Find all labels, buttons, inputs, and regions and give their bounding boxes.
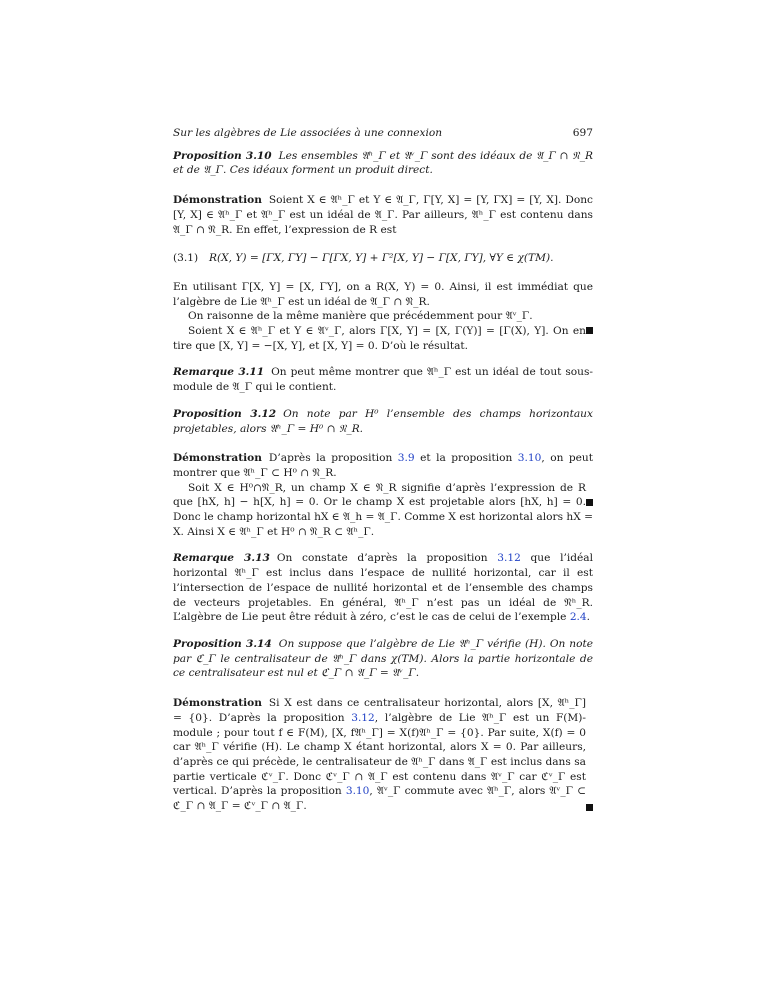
equation-3-1	[173, 251, 593, 266]
remark-3-11	[173, 365, 593, 394]
proof-text: En utilisant Γ[X, Y] = [X, ΓY], on a R(X, Y) = 0. Ainsi, il est immédiat que l’algèbre de Lie 𝔄ʰ_Γ est un idéal de 𝔄_Γ ∩ 𝔑_R.	[173, 280, 593, 308]
remark-text: .	[586, 611, 591, 624]
proof-text: Soit X ∈ H⁰∩𝔑_R, un champ X ∈ 𝔑_R signifie d’après l’expression de R que [hX, h] − h[X, h] = 0. Or le champ X est projetable alors [hX, h] = 0. Donc le champ horizontal hX ∈ 𝔄_h = 𝔄_Γ. Comme X est horizontal alors hX = X. Ainsi X ∈ 𝔄ʰ_Γ et H⁰ ∩ 𝔑_R ⊂ 𝔄ʰ_Γ.	[173, 481, 593, 538]
remark-text: On peut même montrer que 𝔄ʰ_Γ est un idéal de tout sous-module de 𝔄_Γ qui le contient.	[173, 366, 593, 394]
running-head	[173, 126, 593, 141]
page	[173, 126, 593, 814]
proof-text: et la proposition	[414, 452, 518, 465]
proposition-heading: Proposition 3.10	[173, 149, 272, 162]
proof-heading: Démonstration	[173, 697, 262, 710]
ref-exemple-2-4[interactable]: 2.4	[569, 611, 587, 624]
equation-label: (3.1)	[173, 252, 199, 265]
proof-text: Soient X ∈ 𝔄ʰ_Γ et Y ∈ 𝔄_Γ, Γ[Y, X] = [Y, ΓX] = [Y, X]. Donc [Y, X] ∈ 𝔄ʰ_Γ et 𝔄ʰ_Γ est un idéal de 𝔄_Γ. Par ailleurs, 𝔄ʰ_Γ est contenu dans 𝔄_Γ ∩ 𝔑_R. En effet, l’expression de R est	[173, 194, 593, 236]
ref-proposition-3-12[interactable]: 3.12	[351, 711, 375, 724]
ref-proposition-3-9[interactable]: 3.9	[397, 452, 415, 465]
running-head-title: Sur les algèbres de Lie associées à une connexion	[173, 127, 443, 139]
proof-text: D’après la proposition	[268, 452, 398, 465]
remark-heading: Remarque 3.11	[173, 366, 265, 379]
proof-text: Soient X ∈ 𝔄ʰ_Γ et Y ∈ 𝔄ᵛ_Γ, alors Γ[X, Y] = [X, Γ(Y)] = [Γ(X), Y]. On en tire que [X, Y] = −[X, Y], et [X, Y] = 0. D’où le résultat.	[173, 325, 586, 352]
proposition-3-10	[173, 149, 593, 178]
ref-proposition-3-12[interactable]: 3.12	[497, 552, 521, 565]
equation-body: R(X, Y) = [ΓX, ΓY] − Γ[ΓX, Y] + Γ²[X, Y] − Γ[X, ΓY], ∀Y ∈ χ(TM).	[209, 252, 554, 265]
proof-3-10	[173, 193, 593, 353]
proposition-3-12	[173, 407, 593, 436]
remark-3-13	[173, 551, 593, 625]
proposition-3-14	[173, 637, 593, 681]
ref-proposition-3-10[interactable]: 3.10	[517, 452, 542, 465]
qed-square-icon	[586, 327, 593, 334]
proof-text: Si X est dans ce centralisateur horizontal, alors [X, 𝔄ʰ_Γ] = {0}. D’après la proposition	[173, 697, 586, 724]
proof-text: , l’algèbre de Lie 𝔄ʰ_Γ est un F(M)-module ; pour tout f ∈ F(M), [X, f𝔄ʰ_Γ] = X(f)𝔄ʰ_Γ = {0}. Par suite, X(f) = 0 car 𝔄ʰ_Γ vérifie (H). Le champ X étant horizontal, alors X = 0. Par ailleurs, d’après ce qui précède, le centralisateur de 𝔄ʰ_Γ dans 𝔄_Γ est inclus dans sa partie verticale ℭᵛ_Γ. Donc ℭᵛ_Γ ∩ 𝔄_Γ est contenu dans 𝔄ᵛ_Γ car ℭᵛ_Γ est vertical. D’après la proposition	[173, 711, 586, 798]
proposition-text: Les ensembles 𝔄ʰ_Γ et 𝔄ᵛ_Γ sont des idéaux de 𝔄_Γ ∩ 𝔑_R et de 𝔄_Γ. Ces idéaux forment un produit direct.	[173, 149, 593, 177]
proposition-text: On note par H⁰ l’ensemble des champs horizontaux projetables, alors 𝔄ʰ_Γ = H⁰ ∩ 𝔑_R.	[173, 407, 593, 435]
ref-proposition-3-10[interactable]: 3.10	[345, 785, 370, 798]
remark-heading: Remarque 3.13	[173, 552, 270, 565]
remark-text: On constate d’après la proposition	[276, 552, 498, 565]
proposition-text: On suppose que l’algèbre de Lie 𝔄ʰ_Γ vérifie (H). On note par ℭ_Γ le centralisateur de 𝔄ʰ_Γ dans χ(TM). Alors la partie horizontale de ce centralisateur est nul et ℭ_Γ ∩ 𝔄_Γ = 𝔄ᵛ_Γ.	[173, 637, 593, 680]
proof-heading: Démonstration	[173, 194, 262, 207]
proof-3-14	[173, 696, 593, 814]
qed-square-icon	[586, 499, 593, 506]
page-number: 697	[572, 127, 593, 139]
remark-text: que l’idéal horizontal 𝔄ʰ_Γ est inclus dans l’espace de nullité horizontal, car il est l’intersection de l’espace de nullité horizontal et de l’ensemble des champs de vecteurs projetables. En général, 𝔄ʰ_Γ n’est pas un idéal de 𝔑ʰ_R. L’algèbre de Lie peut être réduit à zéro, c’est le cas de celui de l’exemple	[173, 552, 593, 624]
proof-text: , 𝔄ᵛ_Γ commute avec 𝔄ʰ_Γ, alors 𝔄ᵛ_Γ ⊂ ℭ_Γ ∩ 𝔄_Γ = ℭᵛ_Γ ∩ 𝔄_Γ.	[173, 785, 586, 813]
proposition-heading: Proposition 3.14	[173, 637, 272, 650]
proof-text: , on peut montrer que 𝔄ʰ_Γ ⊂ H⁰ ∩ 𝔑_R.	[173, 452, 593, 479]
proof-heading: Démonstration	[173, 452, 262, 465]
proof-text: On raisonne de la même manière que précédemment pour 𝔄ᵛ_Γ.	[188, 310, 533, 323]
proof-3-12	[173, 451, 593, 539]
proposition-heading: Proposition 3.12	[173, 407, 277, 420]
qed-square-icon	[586, 804, 593, 811]
